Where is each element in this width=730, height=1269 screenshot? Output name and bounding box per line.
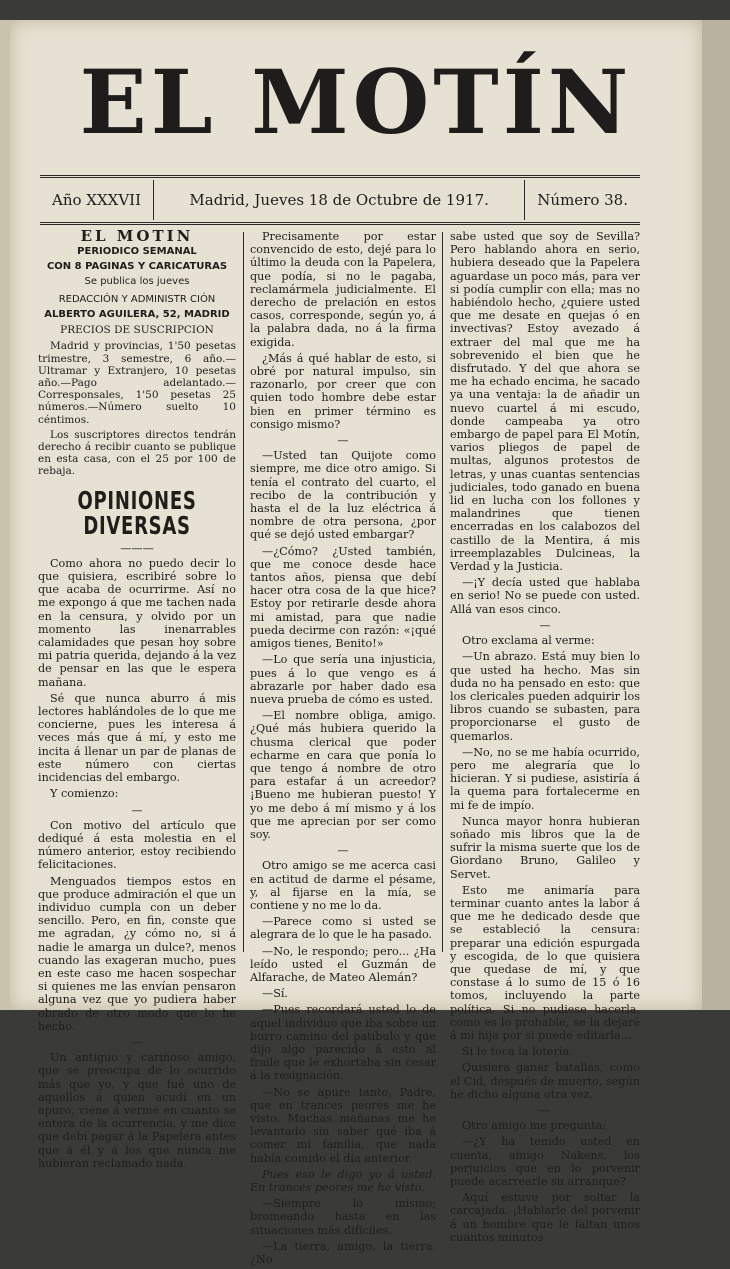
- paragraph: —¡Y decía usted que hablaba en serio! No se puede con usted. Allá van esos cinco.: [450, 576, 640, 616]
- paragraph: —No, le respondo; pero... ¿Ha leído usted el Guzmán de Alfarache, de Mateo Alemán?: [250, 944, 436, 984]
- paragraph: Menguados tiempos estos en que produce admiración el que un individuo cumpla con un deber sencillo. Pero, en fin, conste que me agradan, ¿y cómo no, si á nadie le amarga un dulce?, menos cuando las exageran mucho, pues en este caso me hacen sospechar si quienes me las envían pensaron alguna vez que yo pudiera haber obrado de otro modo que lo he hecho.: [38, 874, 236, 1033]
- paragraph: Nunca mayor honra hubieran soñado mis libros que la de sufrir la misma suerte que los de Giordano Bruno, Galileo y Servet.: [450, 814, 640, 881]
- box-admin: REDACCIÓN Y ADMINISTR CIÓN: [58, 294, 216, 306]
- prices-text: Madrid y provincias, 1'50 pesetas trimestre, 3 semestre, 6 año.—Ultramar y Extranjero, 10 pesetas año.—Pago adelantado.—Corresponsales, 1'50 pesetas 25 números.—Número suelto 10 céntimos.: [38, 340, 236, 426]
- paragraph: —Pues recordará usted lo de aquel individuo que iba sobre un burro camino del patíbulo y que dijo algo parecido á esto al fraile que le exhortaba sin cesar á la resignación.: [250, 1003, 436, 1083]
- divider: —: [337, 434, 349, 448]
- paragraph: Otro amigo se me acerca casi en actitud de darme el pésame, y, al fijarse en la mía, se contiene y no me lo da.: [250, 859, 436, 912]
- info-bar: [40, 175, 640, 225]
- issue-year: Año XXXVII: [52, 191, 142, 209]
- paragraph: Si le toca la lotería.: [462, 1045, 573, 1059]
- issue-date: Madrid, Jueves 18 de Octubre de 1917.: [189, 191, 489, 209]
- paragraph: —¿Y ha tenido usted en cuenta, amigo Nakens, los perjuicios que en lo porvenir puede acarrearle su arranque?: [450, 1135, 640, 1189]
- paragraph: Otro exclama al verme:: [462, 634, 595, 648]
- paragraph: Esto me animaría para terminar cuanto antes la labor á que me he dedicado desde que se estableció la censura: preparar una edición espurgada y escogida, de lo que quisiera que quedase de mí, y que constase á lo sumo de 15 ó 16 tomos, incluyendo la parte política. Si no pudiese hacerla, como es lo probable, se la dejaré á mi hija por si puede editarla...: [450, 883, 640, 1042]
- divider: —: [539, 618, 551, 632]
- paragraph: Precisamente por estar convencido de esto, dejé para lo último la deuda con la Papelera, que podía, si no le pagaba, reclamármela judicialmente. El derecho de prelación en estos casos, corresponde, según yo, á la palabra dada, no á la firma exigida.: [250, 230, 436, 349]
- paragraph: Un antiguo y cariñoso amigo, que se preocupa de lo ocurrido más que yo, y que fué uno de aquellos á quien acudí en un apuro, viene á verme en cuanto se entera de la ocurrencia, y me dice que debí pagar á la Papelera antes que á él y á los que nunca me hubieran reclamado nada.: [38, 1051, 236, 1170]
- issue-number: Número 38.: [537, 191, 628, 209]
- paragraph: sabe usted que soy de Sevilla? Pero hablando ahora en serio, hubiera deseado que la Papelera aguardase un poco más, para ver si podía cumplir con ella; mas no habiéndolo hecho, ¿quiere usted que me desate en quejas ó en invectivas? Estoy avezado á extraer del mal que me ha sobrevenido el bien que he disfrutado. Y del que ahora se me ha echado encima, he sacado ya una ventaja: la de añadir un nuevo cuartel á mi escudo, donde campeaba ya otro embargo de papel para El Motín, varios pliegos de papel de multas, algunos protestos de letras, y unas cuantas sentencias judiciales, todo ganado en buena lid en lucha con los follones y malandrines que tienen encerradas en los calabozos del castillo de la Mentira, á mis irreemplazables Dulcineas, la Verdad y la Justicia.: [450, 230, 640, 574]
- paragraph: —¿Cómo? ¿Usted también, que me conoce desde hace tantos años, piensa que debí hacer otra cosa de la que hice? Estoy por retirarle desde ahora mi amistad, para que nadie pueda decirme con razón: «¡qué amigos tienes, Benito!»: [250, 544, 436, 651]
- paragraph: —Sí.: [262, 987, 288, 1001]
- paragraph: Y comienzo:: [50, 787, 119, 801]
- divider: —: [337, 844, 349, 858]
- divider: —: [131, 1035, 143, 1049]
- paragraph: —Lo que sería una injusticia, pues á lo que vengo es á abrazarle por haber dado esa nueva prueba de cómo es usted.: [250, 653, 436, 706]
- box-schedule: Se publica los jueves: [84, 276, 190, 288]
- paragraph: Otro amigo me pregunta:: [462, 1119, 607, 1133]
- divider: ———: [120, 541, 154, 555]
- paragraph: Quisiera ganar batallas, como el Cid, después de muerto, según he dicho alguna otra vez.: [450, 1061, 640, 1101]
- paragraph: —Un abrazo. Está muy bien lo que usted ha hecho. Mas sin duda no ha pensado en esto: que los clericales pueden adquirir los libros cuando se subasten, para proporcionarse el gusto de quemarlos.: [450, 650, 640, 743]
- newspaper-page: [10, 20, 702, 1267]
- paragraph: —Usted tan Quijote como siempre, me dice otro amigo. Si tenía el contrato del cuarto, el recibo de la contribución y hasta el de la luz eléctrica á nombre de otra persona, ¿por qué se dejó usted embargar?: [250, 449, 436, 542]
- paragraph: Pues eso le digo yo á usted. En trances peores me he visto.: [250, 1167, 436, 1195]
- paragraph: —El nombre obliga, amigo. ¿Qué más hubiera querido la chusma clerical que poder echarme en cara que ponía lo que tengo á nombre de otro para estafar á un acreedor? ¡Bueno me hubieran puesto! Y yo me debo á mí mismo y á los que me aprecian por ser como soy.: [250, 709, 436, 841]
- paragraph: —Siempre lo mismo; bromeando hasta en las situaciones más difíciles.: [250, 1197, 436, 1237]
- subscribers-text: Los suscriptores directos tendrán derecho á recibir cuanto se publique en esta casa, con el 25 por 100 de rebaja.: [38, 428, 236, 478]
- page-edge: [702, 20, 730, 1010]
- paragraph: Sé que nunca aburro á mis lectores hablándoles de lo que me concierne, pues les interesa á veces más que á mí, y esto me incita á llenar un par de planas de este número con ciertas incidencias del embargo.: [38, 691, 236, 785]
- paragraph: ¿Más á qué hablar de esto, si obré por natural impulso, sin razonarlo, por creer que con quien todo hombre debe estar bien en primer término es consigo mismo?: [250, 351, 436, 431]
- paragraph: —Parece como si usted se alegrara de lo que le ha pasado.: [250, 915, 436, 942]
- paragraph: Aquí estuve por soltar la carcajada. ¡Hablarle del porvenir á un hombre que le faltan unos cuantos minutos: [450, 1191, 640, 1244]
- paragraph: —La tierra, amigo, la tierra. ¿No: [250, 1239, 436, 1267]
- column-1: [38, 227, 236, 1173]
- box-title: EL MOTIN: [80, 227, 194, 245]
- article-headline: OPINIONES DIVERSAS: [77, 485, 197, 540]
- column-2: [250, 230, 436, 1269]
- box-subtitle: PERIODICO SEMANAL: [77, 246, 197, 258]
- column-rule: [442, 232, 443, 952]
- divider: —: [131, 803, 143, 817]
- masthead-title: EL MOTÍN: [79, 50, 633, 154]
- box-address: ALBERTO AGUILERA, 52, MADRID: [44, 309, 230, 321]
- box-pages: CON 8 PAGINAS Y CARICATURAS: [46, 261, 228, 273]
- paragraph: Con motivo del artículo que dediqué á esta molestia en el número anterior, estoy recibiendo felicitaciones.: [38, 818, 236, 872]
- paragraph: —No, no se me había ocurrido, pero me alegraría que lo hicieran. Y si pudiese, asistiría á la quema para fortalecerme en mi fe de impío.: [450, 745, 640, 812]
- column-3: [450, 230, 640, 1247]
- paragraph: —No se apure tanto, Padre, que en trances peores me he visto. Muchas mañanas me he levantado sin saber qué iba á comer mi familia, que nada había comido el día anterior.: [250, 1085, 436, 1165]
- prices-title: PRECIOS DE SUSCRIPCION: [60, 324, 214, 337]
- divider: —: [539, 1104, 551, 1117]
- column-rule: [243, 232, 244, 952]
- paragraph: Como ahora no puedo decir lo que quisiera, escribiré sobre lo que acaba de ocurrirme. Así no me expongo á que me tachen nada en la censura, y olvido por un momento las inenarrables calamidades que pesan hoy sobre mi patria querida, dejando á la vez de pensar en las que le espera mañana.: [38, 556, 236, 689]
